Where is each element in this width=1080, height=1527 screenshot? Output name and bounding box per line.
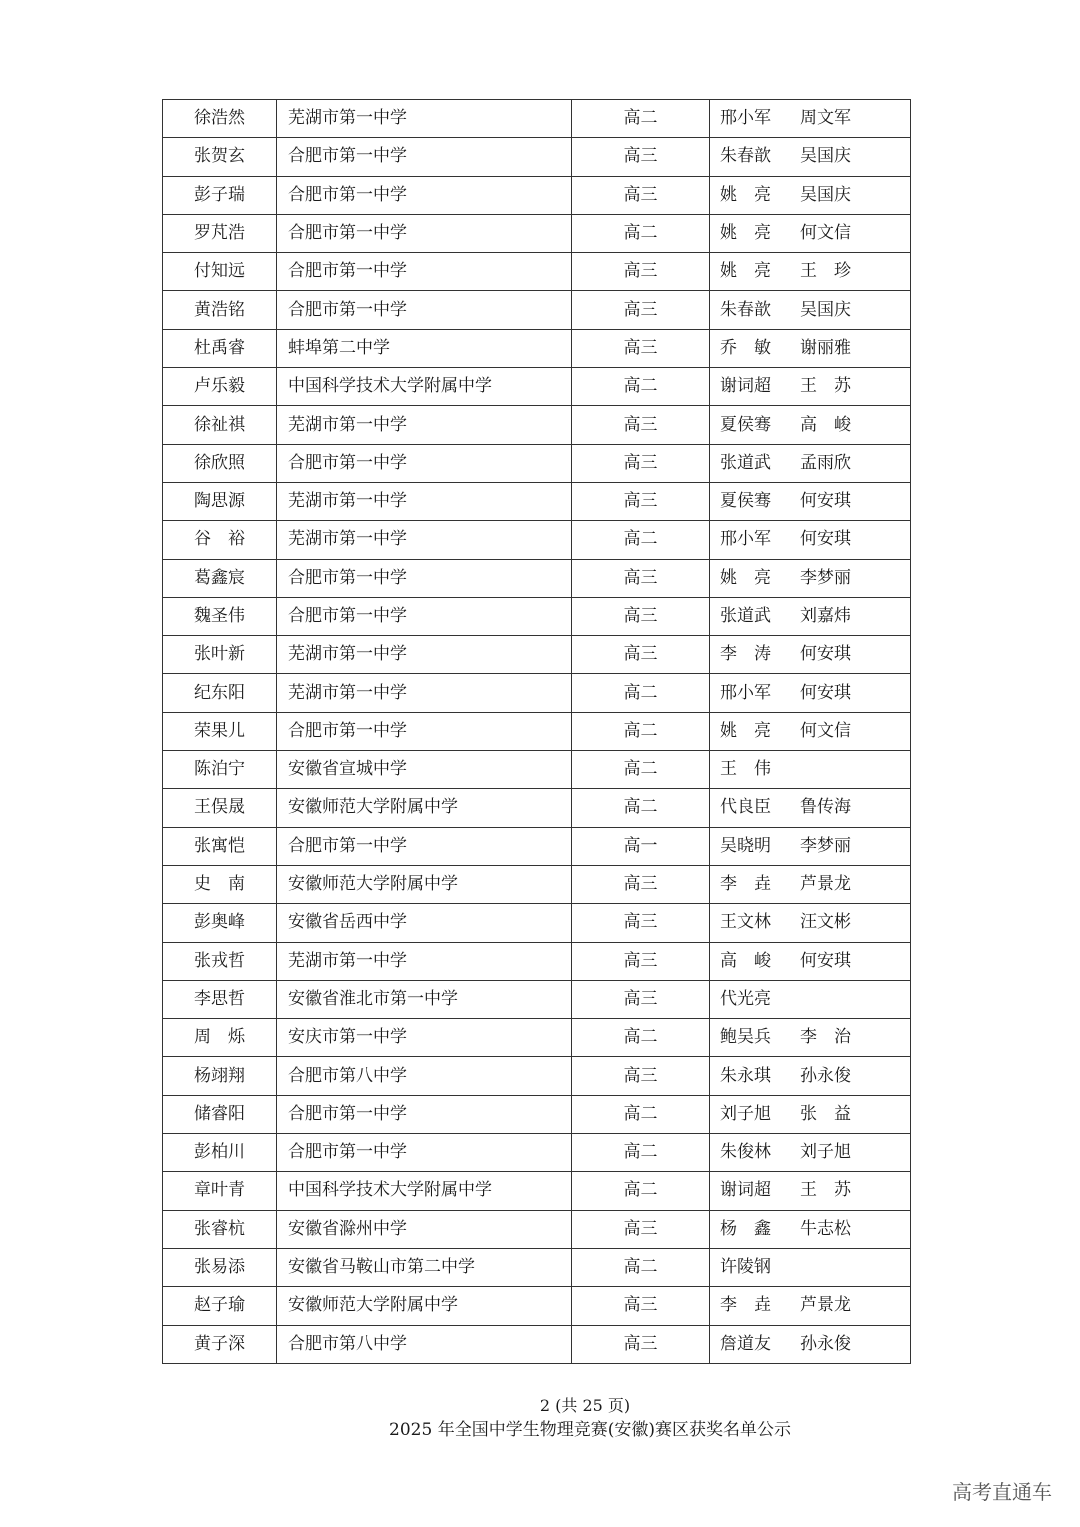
teachers [710, 827, 911, 865]
table-row [163, 1057, 911, 1095]
teacher-1: 姚 亮 [720, 261, 771, 282]
grade: 高二 [572, 214, 710, 252]
student-name: 彭奥峰 [163, 904, 277, 942]
school: 中国科学技术大学附属中学 [277, 368, 572, 406]
school: 芜湖市第一中学 [277, 674, 572, 712]
teachers [710, 406, 911, 444]
grade: 高三 [572, 636, 710, 674]
teachers [710, 1325, 911, 1363]
school: 合肥市第一中学 [277, 176, 572, 214]
school: 安徽师范大学附属中学 [277, 865, 572, 903]
teachers [710, 291, 911, 329]
student-name: 张易添 [163, 1248, 277, 1286]
table-row [163, 138, 911, 176]
table-row [163, 1210, 911, 1248]
teachers [710, 368, 911, 406]
teacher-2: 芦景龙 [800, 1295, 851, 1316]
school: 芜湖市第一中学 [277, 406, 572, 444]
student-name: 赵子瑜 [163, 1287, 277, 1325]
grade: 高二 [572, 521, 710, 559]
grade: 高三 [572, 291, 710, 329]
teacher-1: 姚 亮 [720, 184, 771, 205]
school: 合肥市第一中学 [277, 253, 572, 291]
school: 芜湖市第一中学 [277, 100, 572, 138]
teachers [710, 674, 911, 712]
table-row [163, 712, 911, 750]
school: 合肥市第一中学 [277, 138, 572, 176]
teacher-2: 何文信 [800, 720, 851, 741]
teacher-2: 李梦丽 [800, 835, 851, 856]
teacher-1: 高 峻 [720, 950, 771, 971]
school: 中国科学技术大学附属中学 [277, 1172, 572, 1210]
document-title: 2025 年全国中学生物理竞赛(安徽)赛区获奖名单公示 [389, 1420, 791, 1440]
student-name: 徐浩然 [163, 100, 277, 138]
teachers [710, 1172, 911, 1210]
teacher-2: 芦景龙 [800, 874, 851, 895]
teacher-2: 汪文彬 [800, 912, 851, 933]
teachers [710, 1057, 911, 1095]
student-name: 李思哲 [163, 980, 277, 1018]
grade: 高三 [572, 904, 710, 942]
teachers [710, 597, 911, 635]
teacher-2: 何安琪 [800, 644, 851, 665]
teacher-2: 鲁传海 [800, 797, 851, 818]
teacher-2: 孙永俊 [800, 1333, 851, 1354]
teacher-2: 何安琪 [800, 529, 851, 550]
teacher-2: 周文军 [800, 108, 851, 129]
school: 蚌埠第二中学 [277, 329, 572, 367]
teacher-2: 李梦丽 [800, 567, 851, 588]
teacher-2: 王 苏 [800, 376, 851, 397]
school: 芜湖市第一中学 [277, 942, 572, 980]
grade: 高三 [572, 329, 710, 367]
table-row [163, 674, 911, 712]
table-row [163, 1325, 911, 1363]
school: 安徽师范大学附属中学 [277, 789, 572, 827]
teacher-1: 朱春歆 [720, 299, 771, 320]
school: 合肥市第一中学 [277, 1095, 572, 1133]
student-name: 杜禹睿 [163, 329, 277, 367]
table-row [163, 1172, 911, 1210]
teacher-1: 夏侯骞 [720, 491, 771, 512]
table-row [163, 482, 911, 520]
teacher-1: 鲍吴兵 [720, 1027, 771, 1048]
student-name: 王俣晟 [163, 789, 277, 827]
teachers [710, 329, 911, 367]
teacher-2: 吴国庆 [800, 184, 851, 205]
teacher-1: 吴晓明 [720, 835, 771, 856]
grade: 高三 [572, 253, 710, 291]
grade: 高三 [572, 1057, 710, 1095]
teachers [710, 1248, 911, 1286]
teacher-1: 夏侯骞 [720, 414, 771, 435]
teacher-2: 何安琪 [800, 950, 851, 971]
grade: 高二 [572, 1248, 710, 1286]
student-name: 徐祉祺 [163, 406, 277, 444]
school: 合肥市第一中学 [277, 827, 572, 865]
teacher-2: 高 峻 [800, 414, 851, 435]
table-row [163, 1019, 911, 1057]
teacher-2: 李 治 [800, 1027, 851, 1048]
school: 安徽省岳西中学 [277, 904, 572, 942]
school: 安徽省马鞍山市第二中学 [277, 1248, 572, 1286]
teacher-2: 牛志松 [800, 1218, 851, 1239]
grade: 高二 [572, 368, 710, 406]
student-name: 张寓恺 [163, 827, 277, 865]
teacher-1: 邢小军 [720, 529, 771, 550]
teachers [710, 1287, 911, 1325]
teacher-1: 朱俊林 [720, 1142, 771, 1163]
teacher-2: 孙永俊 [800, 1065, 851, 1086]
grade: 高三 [572, 1210, 710, 1248]
teachers [710, 865, 911, 903]
teachers [710, 253, 911, 291]
table-row [163, 904, 911, 942]
grade: 高二 [572, 712, 710, 750]
student-name: 史 南 [163, 865, 277, 903]
grade: 高二 [572, 789, 710, 827]
grade: 高三 [572, 1287, 710, 1325]
teacher-2: 孟雨欣 [800, 452, 851, 473]
teacher-2: 张 益 [800, 1103, 851, 1124]
teacher-1: 姚 亮 [720, 223, 771, 244]
student-name: 陈泊宁 [163, 751, 277, 789]
teachers [710, 980, 911, 1018]
school: 合肥市第一中学 [277, 559, 572, 597]
table-row [163, 942, 911, 980]
teacher-1: 张道武 [720, 606, 771, 626]
teachers [710, 482, 911, 520]
teachers [710, 176, 911, 214]
teacher-1: 李 涛 [720, 644, 771, 665]
teachers [710, 1095, 911, 1133]
teachers [710, 444, 911, 482]
student-name: 付知远 [163, 253, 277, 291]
student-name: 黄浩铭 [163, 291, 277, 329]
student-name: 罗芃浩 [163, 214, 277, 252]
table-row [163, 1095, 911, 1133]
teacher-2: 何文信 [800, 223, 851, 244]
teacher-1: 朱永琪 [720, 1065, 771, 1086]
student-name: 谷 裕 [163, 521, 277, 559]
table-row [163, 751, 911, 789]
grade: 高三 [572, 942, 710, 980]
grade: 高二 [572, 751, 710, 789]
teachers [710, 1210, 911, 1248]
student-name: 陶思源 [163, 482, 277, 520]
school: 合肥市第一中学 [277, 1134, 572, 1172]
grade: 高三 [572, 444, 710, 482]
table-row [163, 176, 911, 214]
table-row [163, 559, 911, 597]
teachers [710, 100, 911, 138]
student-name: 张睿杭 [163, 1210, 277, 1248]
teacher-2: 吴国庆 [800, 146, 851, 167]
teacher-1: 许陵钢 [720, 1257, 771, 1278]
student-name: 张戎哲 [163, 942, 277, 980]
teachers [710, 521, 911, 559]
school: 合肥市第一中学 [277, 444, 572, 482]
table-row [163, 406, 911, 444]
teacher-1: 代光亮 [720, 988, 771, 1009]
table-row [163, 865, 911, 903]
grade: 高二 [572, 674, 710, 712]
award-list-table [162, 99, 911, 1364]
school: 安徽省滁州中学 [277, 1210, 572, 1248]
teacher-1: 乔 敏 [720, 337, 771, 358]
grade: 高二 [572, 1095, 710, 1133]
teacher-1: 张道武 [720, 452, 771, 473]
student-name: 张叶新 [163, 636, 277, 674]
student-name: 储睿阳 [163, 1095, 277, 1133]
teacher-2: 吴国庆 [800, 299, 851, 320]
page-number: 2 (共 25 页) [539, 1396, 631, 1415]
table-row [163, 291, 911, 329]
table-row [163, 368, 911, 406]
student-name: 荣果儿 [163, 712, 277, 750]
grade: 高三 [572, 482, 710, 520]
teachers [710, 789, 911, 827]
table-row [163, 521, 911, 559]
teacher-1: 王文林 [720, 912, 771, 933]
school: 安徽省淮北市第一中学 [277, 980, 572, 1018]
teachers [710, 1019, 911, 1057]
grade: 高三 [572, 1325, 710, 1363]
table-row [163, 329, 911, 367]
teacher-1: 邢小军 [720, 108, 771, 129]
table-body [163, 100, 911, 1364]
teacher-2: 王 珍 [800, 261, 851, 282]
table-row [163, 444, 911, 482]
student-name: 杨翊翔 [163, 1057, 277, 1095]
table-row [163, 100, 911, 138]
teacher-2: 何安琪 [800, 491, 851, 512]
student-name: 周 烁 [163, 1019, 277, 1057]
teacher-1: 杨 鑫 [720, 1218, 771, 1239]
student-name: 徐欣照 [163, 444, 277, 482]
student-name: 黄子深 [163, 1325, 277, 1363]
student-name: 彭子瑞 [163, 176, 277, 214]
teacher-1: 邢小军 [720, 682, 771, 703]
school: 合肥市第一中学 [277, 214, 572, 252]
teachers [710, 712, 911, 750]
teacher-2: 谢丽雅 [800, 337, 851, 358]
school: 芜湖市第一中学 [277, 636, 572, 674]
grade: 高三 [572, 559, 710, 597]
table-row [163, 980, 911, 1018]
table-row [163, 1248, 911, 1286]
school: 合肥市第一中学 [277, 712, 572, 750]
grade: 高一 [572, 827, 710, 865]
table-row [163, 214, 911, 252]
school: 安徽师范大学附属中学 [277, 1287, 572, 1325]
student-name: 葛鑫宸 [163, 559, 277, 597]
student-name: 章叶青 [163, 1172, 277, 1210]
school: 芜湖市第一中学 [277, 482, 572, 520]
grade: 高三 [572, 138, 710, 176]
teacher-2: 王 苏 [800, 1180, 851, 1201]
teachers [710, 904, 911, 942]
student-name: 彭柏川 [163, 1134, 277, 1172]
teacher-1: 王 伟 [720, 759, 771, 780]
grade: 高三 [572, 597, 710, 635]
teachers [710, 942, 911, 980]
table-row [163, 1134, 911, 1172]
table-row [163, 253, 911, 291]
grade: 高三 [572, 406, 710, 444]
school: 合肥市第一中学 [277, 291, 572, 329]
grade: 高二 [572, 100, 710, 138]
school: 合肥市第八中学 [277, 1325, 572, 1363]
school: 芜湖市第一中学 [277, 521, 572, 559]
watermark: 高考直通车 [952, 1480, 1052, 1504]
grade: 高三 [572, 980, 710, 1018]
teacher-1: 朱春歆 [720, 146, 771, 167]
grade: 高二 [572, 1019, 710, 1057]
teacher-1: 詹道友 [720, 1333, 771, 1354]
table-row [163, 597, 911, 635]
student-name: 魏圣伟 [163, 597, 277, 635]
grade: 高二 [572, 1134, 710, 1172]
teachers [710, 751, 911, 789]
teachers [710, 138, 911, 176]
table-row [163, 789, 911, 827]
teacher-2: 何安琪 [800, 682, 851, 703]
teachers [710, 636, 911, 674]
teacher-1: 谢词超 [720, 376, 771, 397]
school: 安徽省宣城中学 [277, 751, 572, 789]
teacher-1: 李 垚 [720, 874, 771, 895]
grade: 高二 [572, 1172, 710, 1210]
teachers [710, 1134, 911, 1172]
student-name: 纪东阳 [163, 674, 277, 712]
teacher-1: 姚 亮 [720, 567, 771, 588]
teacher-1: 姚 亮 [720, 720, 771, 741]
teacher-2: 刘子旭 [800, 1142, 851, 1163]
teacher-1: 代良臣 [720, 797, 771, 818]
table-row [163, 636, 911, 674]
teacher-1: 李 垚 [720, 1295, 771, 1316]
teachers [710, 559, 911, 597]
school: 合肥市第一中学 [277, 597, 572, 635]
teacher-2: 刘嘉炜 [800, 606, 851, 626]
student-name: 张贺玄 [163, 138, 277, 176]
school: 合肥市第八中学 [277, 1057, 572, 1095]
student-name: 卢乐毅 [163, 368, 277, 406]
table-row [163, 1287, 911, 1325]
grade: 高三 [572, 176, 710, 214]
teacher-1: 谢词超 [720, 1180, 771, 1201]
teachers [710, 214, 911, 252]
school: 安庆市第一中学 [277, 1019, 572, 1057]
grade: 高三 [572, 865, 710, 903]
table-row [163, 827, 911, 865]
teacher-1: 刘子旭 [720, 1103, 771, 1124]
